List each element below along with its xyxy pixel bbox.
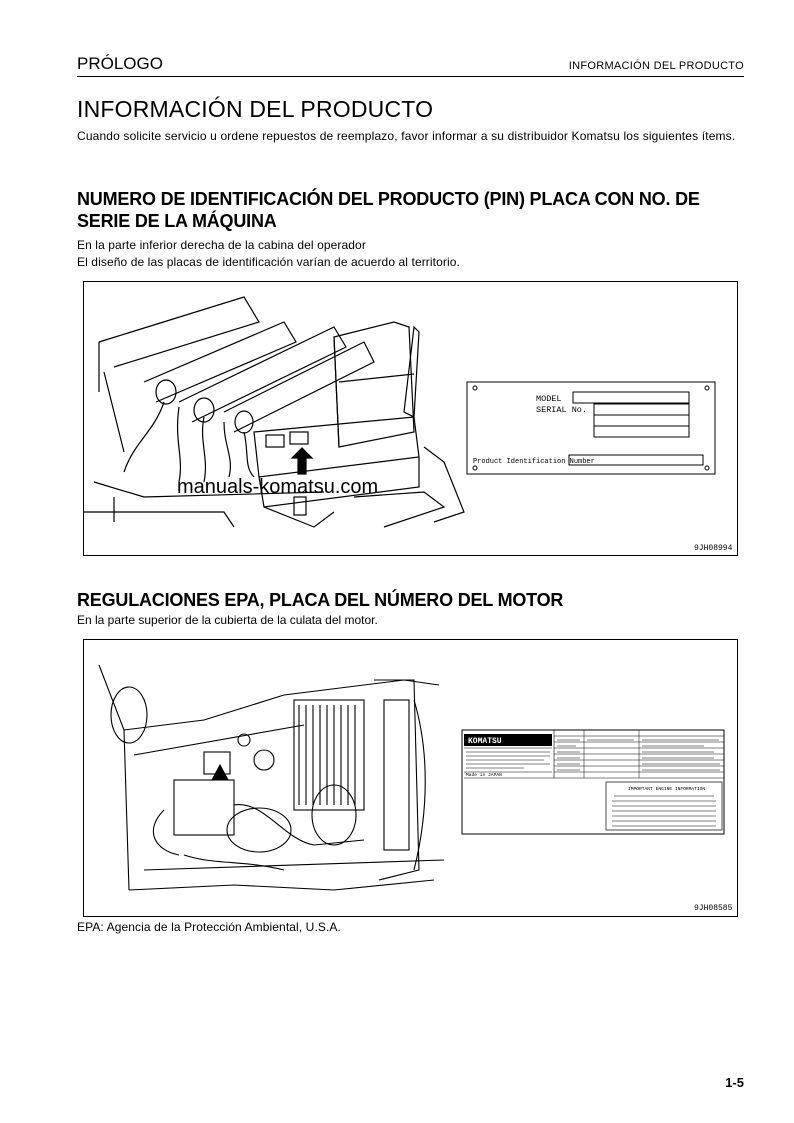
header-rule: [77, 76, 744, 77]
header-topic: INFORMACIÓN DEL PRODUCTO: [568, 60, 744, 72]
id-plate: [467, 382, 715, 474]
figure1-code: 9JH08994: [694, 544, 733, 553]
figure-pin-plate: [83, 281, 738, 556]
engine-illustration: [99, 665, 444, 890]
page-number: 1-5: [725, 1075, 744, 1090]
epa-footnote: EPA: Agencia de la Protección Ambiental, U.S.A.: [77, 920, 341, 934]
plate-model-label: MODEL: [536, 394, 562, 404]
figure-engine-plate-drawing: [84, 640, 737, 916]
plate-serial-label: SERIAL No.: [536, 405, 588, 415]
engine-info-title: IMPORTANT ENGINE INFORMATION: [628, 787, 706, 792]
section2-title: REGULACIONES EPA, PLACA DEL NÚMERO DEL MOTOR: [77, 590, 564, 610]
watermark-text: manuals-komatsu.com: [177, 476, 379, 498]
intro-paragraph: Cuando solicite servicio u ordene repuestos de reemplazo, favor informar a su distribuidor Komatsu los siguientes ítems.: [77, 129, 736, 143]
komatsu-logo: KOMATSU: [468, 737, 502, 746]
section2-text: En la parte superior de la cubierta de la culata del motor.: [77, 613, 378, 627]
figure-pin-plate-drawing: [84, 282, 737, 555]
section1-line2: El diseño de las placas de identificación varían de acuerdo al territorio.: [77, 255, 460, 269]
section1-text: [77, 237, 460, 271]
header-section: PRÓLOGO: [77, 54, 163, 73]
plate-pin-label: Product Identification Number: [473, 458, 595, 466]
section1-line1: En la parte inferior derecha de la cabina del operador: [77, 238, 366, 252]
made-in-label: Made in JAPAN: [466, 773, 502, 778]
figure-engine-plate: [83, 639, 738, 917]
figure2-code: 9JH08585: [694, 904, 733, 913]
page-title: INFORMACIÓN DEL PRODUCTO: [77, 96, 434, 122]
section1-title: NUMERO DE IDENTIFICACIÓN DEL PRODUCTO (PIN) PLACA CON NO. DE SERIE DE LA MÁQUINA: [77, 189, 700, 231]
engine-plate: [462, 730, 724, 834]
